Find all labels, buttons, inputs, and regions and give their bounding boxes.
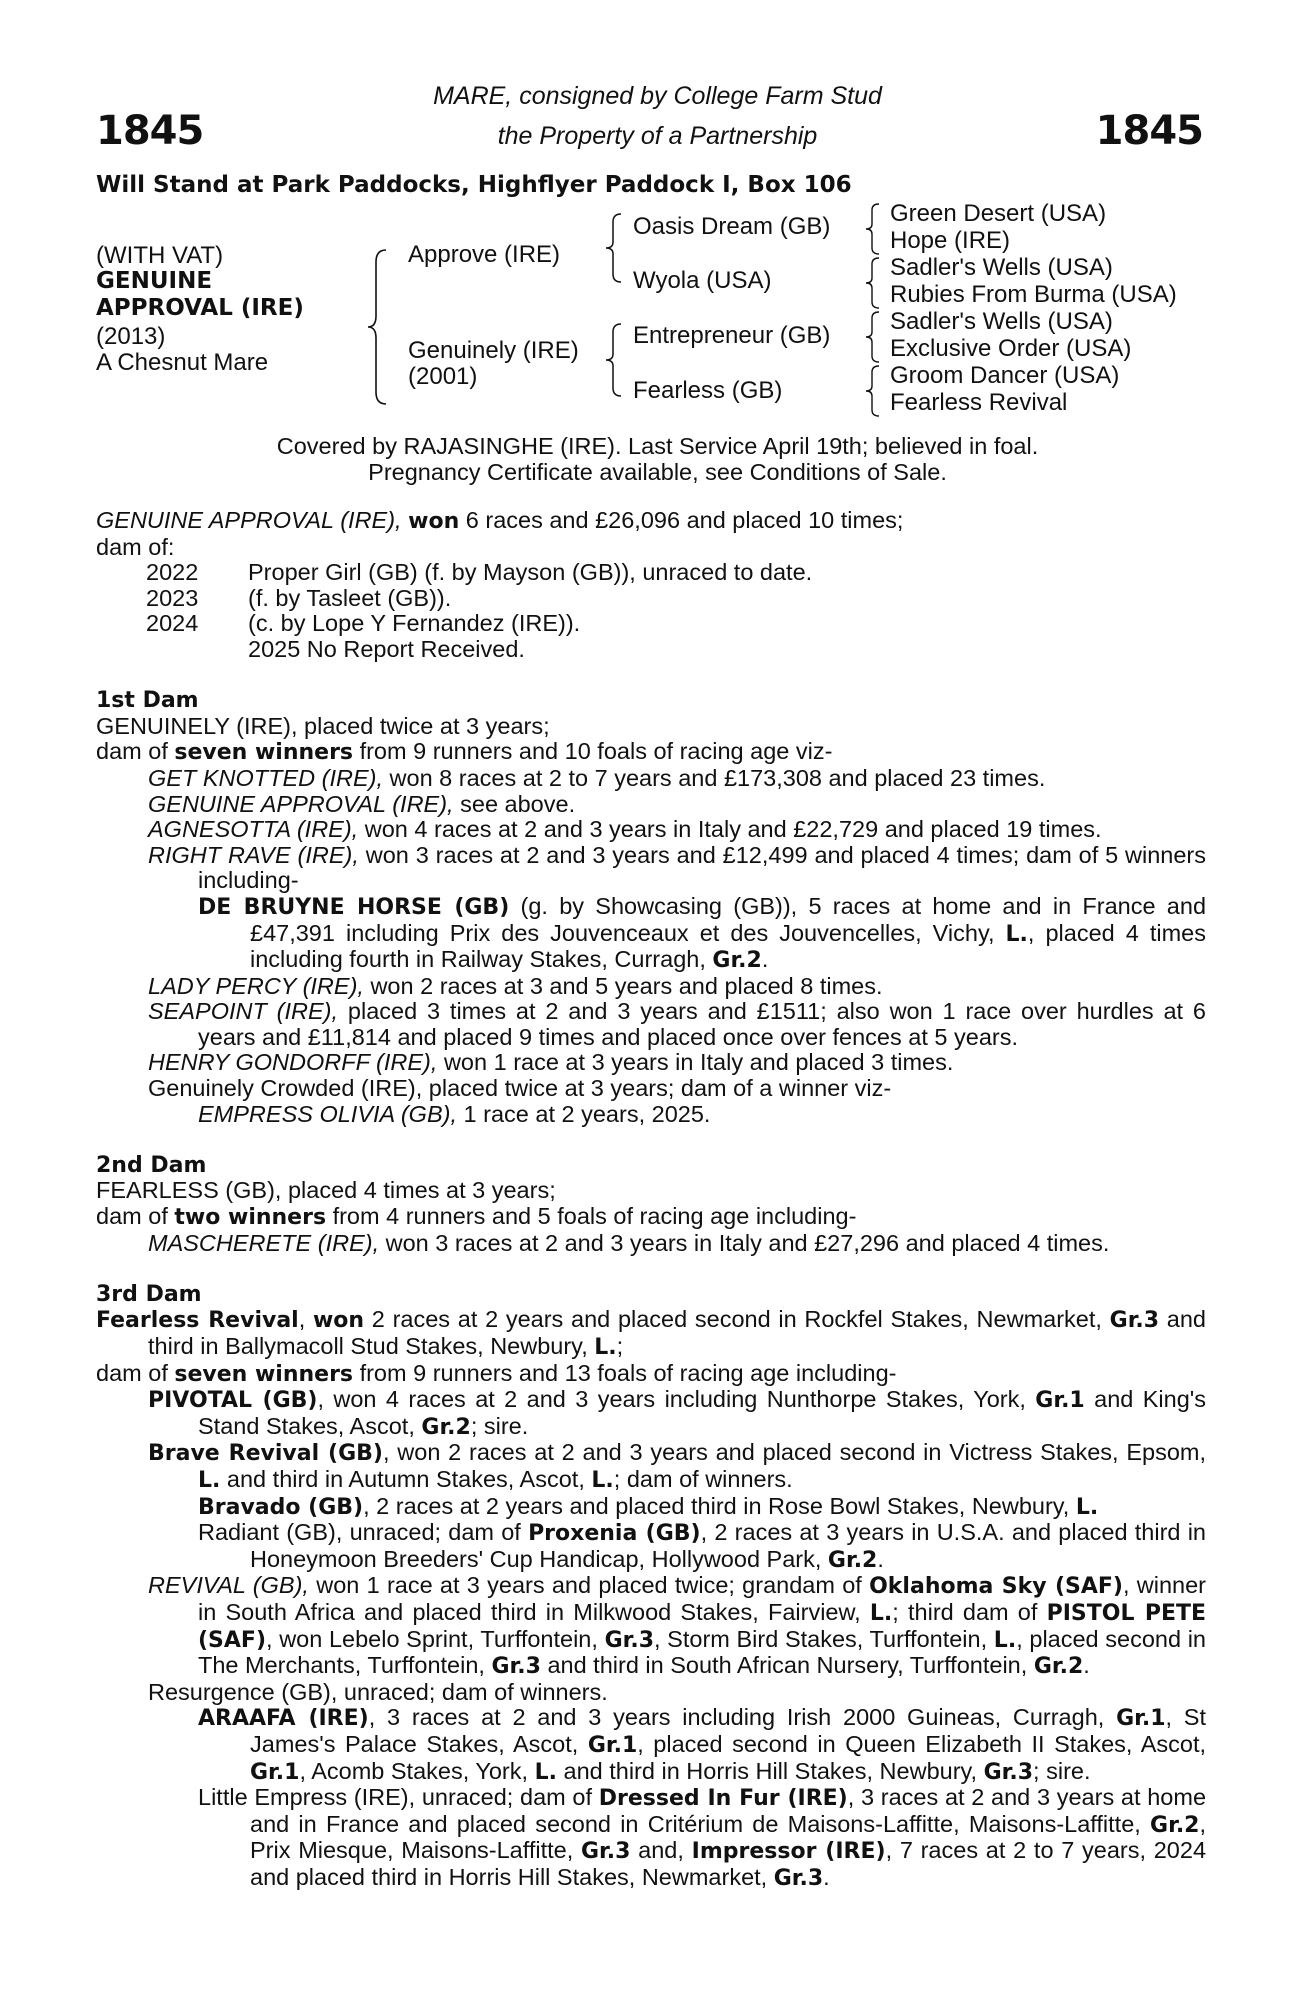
- produce-entry: DE BRUYNE HORSE (GB) (g. by Showcasing (GB)), 5 races at home and in France and £47,391 including Prix des Jouvenceaux et des Jouvencelles, Vichy, L., placed 4 times including fourth in Railway Stakes, Curragh, Gr.2.: [198, 892, 1207, 974]
- produce-entry: ARAAFA (IRE), 3 races at 2 and 3 years including Irish 2000 Guineas, Curragh, Gr.1, St James's Palace Stakes, Ascot, Gr.1, placed second in Queen Elizabeth II Stakes, Ascot, Gr.1, Acomb Stakes, York, L. and third in Horris Hill Stakes, Newbury, Gr.3; sire.: [198, 1704, 1206, 1785]
- property-line: the Property of a Partnership: [497, 122, 818, 150]
- dam-sire: Entrepreneur (GB): [633, 322, 831, 349]
- produce-entry: AGNESOTTA (IRE), won 4 races at 2 and 3 years in Italy and £22,729 and placed 19 times.: [148, 816, 1102, 843]
- produce-entry: GET KNOTTED (IRE), won 8 races at 2 to 7 years and £173,308 and placed 23 times.: [148, 764, 1046, 791]
- horse-description: A Chesnut Mare: [96, 349, 269, 376]
- horse-year: (2013): [96, 323, 166, 350]
- horse-name-line1: GENUINE: [96, 268, 213, 294]
- pregnancy-line: Pregnancy Certificate available, see Conditions of Sale.: [368, 459, 947, 485]
- gg-sss: Green Desert (USA): [890, 200, 1107, 227]
- dam-dam: Fearless (GB): [633, 377, 783, 404]
- produce-intro: GENUINE APPROVAL (IRE), won 6 races and £26,096 and placed 10 times;: [96, 507, 904, 534]
- produce-entry: SEAPOINT (IRE), placed 3 times at 2 and 3 years and £1511; also won 1 race over hurdles at 6 years and £11,814 and placed 9 times and placed once over fences at 5 years.: [148, 998, 1207, 1050]
- produce-entry: Bravado (GB), 2 races at 2 years and placed third in Rose Bowl Stakes, Newbury, L.: [198, 1492, 1099, 1520]
- first-dam-heading: 1st Dam: [96, 688, 199, 714]
- vat-note: (WITH VAT): [96, 242, 224, 269]
- third-dam-line: Fearless Revival, won 2 races at 2 years and placed second in Rockfel Stakes, Newmarket, Gr.3 and third in Ballymacoll Stud Stakes, Newbury, L.;: [96, 1306, 1207, 1360]
- dam-of-label: dam of:: [96, 533, 175, 560]
- produce-entry: Brave Revival (GB), won 2 races at 2 and 3 years and placed second in Victress Stakes, Epsom, L. and third in Autumn Stakes, Ascot, L.; dam of winners.: [148, 1439, 1207, 1493]
- brace-dd: [864, 364, 882, 418]
- dam-brace: [604, 322, 624, 398]
- produce-row: 2025 No Report Received.: [248, 635, 525, 662]
- sire-brace: [604, 212, 624, 284]
- produce-entry: MASCHERETE (IRE), won 3 races at 2 and 3 years in Italy and £27,296 and placed 4 times.: [148, 1229, 1110, 1256]
- produce-entry: RIGHT RAVE (IRE), won 3 races at 2 and 3 years and £12,499 and placed 4 times; dam of 5 winners including-: [148, 841, 1206, 894]
- lot-number-right: 1845: [1095, 108, 1203, 154]
- produce-row: 2023 (f. by Tasleet (GB)).: [146, 584, 452, 611]
- produce-entry: Little Empress (IRE), unraced; dam of Dressed In Fur (IRE), 3 races at 2 and 3 years at home and in France and placed second in Critérium de Maisons-Laffitte, Maisons-Laffitte, Gr.2, Prix Miesque, Maisons-Laffitte, Gr.3 and, Impressor (IRE), 7 races at 2 to 7 years, 2024 and placed third in Horris Hill Stakes, Newmarket, Gr.3.: [198, 1784, 1207, 1891]
- produce-entry: EMPRESS OLIVIA (GB), 1 race at 2 years, 2025.: [198, 1100, 711, 1127]
- first-dam-summary: dam of seven winners from 9 runners and 10 foals of racing age viz-: [96, 738, 833, 766]
- gg-ddd: Fearless Revival: [890, 389, 1068, 416]
- second-dam-line: FEARLESS (GB), placed 4 times at 3 years;: [96, 1177, 556, 1204]
- dam-name: Genuinely (IRE): [408, 337, 579, 364]
- gg-dds: Groom Dancer (USA): [890, 362, 1120, 389]
- sire-name: Approve (IRE): [408, 241, 561, 268]
- produce-row: 2022 Proper Girl (GB) (f. by Mayson (GB)), unraced to date.: [146, 559, 813, 586]
- produce-entry: LADY PERCY (IRE), won 2 races at 3 and 5 years and placed 8 times.: [148, 972, 883, 999]
- gg-sds: Sadler's Wells (USA): [890, 254, 1113, 281]
- gg-dsd: Exclusive Order (USA): [890, 335, 1132, 362]
- lot-number-left: 1845: [96, 108, 204, 154]
- catalogue-body: [96, 508, 1206, 1891]
- produce-entry: PIVOTAL (GB), won 4 races at 2 and 3 years including Nunthorpe Stakes, York, Gr.1 and King's Stand Stakes, Ascot, Gr.2; sire.: [148, 1386, 1207, 1440]
- third-dam-heading: 3rd Dam: [96, 1281, 202, 1307]
- produce-entry: Radiant (GB), unraced; dam of Proxenia (GB), 2 races at 3 years in U.S.A. and placed third in Honeymoon Breeders' Cup Handicap, Hollywood Park, Gr.2.: [198, 1519, 1207, 1573]
- consignor-line: MARE, consigned by College Farm Stud: [433, 82, 882, 110]
- stand-location: Will Stand at Park Paddocks, Highflyer Paddock I, Box 106: [96, 172, 852, 198]
- produce-entry: Resurgence (GB), unraced; dam of winners.: [148, 1678, 608, 1705]
- covered-line: Covered by RAJASINGHE (IRE). Last Service April 19th; believed in foal.: [276, 433, 1039, 459]
- produce-entry: Genuinely Crowded (IRE), placed twice at 3 years; dam of a winner viz-: [148, 1075, 892, 1102]
- horse-name-line2: APPROVAL (IRE): [96, 295, 304, 321]
- brace-sd: [864, 256, 882, 310]
- brace-ds: [864, 310, 882, 364]
- sire-dam: Wyola (USA): [633, 267, 772, 294]
- brace-ss: [864, 202, 882, 256]
- main-brace: [366, 248, 390, 406]
- second-dam-heading: 2nd Dam: [96, 1152, 207, 1178]
- dam-year: (2001): [408, 363, 478, 390]
- gg-dss: Sadler's Wells (USA): [890, 308, 1113, 335]
- gg-sdd: Rubies From Burma (USA): [890, 281, 1177, 308]
- produce-entry: HENRY GONDORFF (IRE), won 1 race at 3 years in Italy and placed 3 times.: [148, 1049, 954, 1076]
- third-dam-summary: dam of seven winners from 9 runners and 13 foals of racing age including-: [96, 1359, 897, 1387]
- gg-ssd: Hope (IRE): [890, 227, 1011, 254]
- produce-entry: REVIVAL (GB), won 1 race at 3 years and placed twice; grandam of Oklahoma Sky (SAF), winner in South Africa and placed third in Milkwood Stakes, Fairview, L.; third dam of PISTOL PETE (SAF), won Lebelo Sprint, Turffontein, Gr.3, Storm Bird Stakes, Turffontein, L., placed second in The Merchants, Turffontein, Gr.3 and third in South African Nursery, Turffontein, Gr.2.: [148, 1572, 1207, 1680]
- produce-entry: GENUINE APPROVAL (IRE), see above.: [148, 790, 576, 817]
- first-dam-line: GENUINELY (IRE), placed twice at 3 years;: [96, 712, 550, 739]
- second-dam-summary: dam of two winners from 4 runners and 5 foals of racing age including-: [96, 1203, 857, 1231]
- produce-row: 2024 (c. by Lope Y Fernandez (IRE)).: [146, 610, 581, 637]
- sire-sire: Oasis Dream (GB): [633, 213, 831, 240]
